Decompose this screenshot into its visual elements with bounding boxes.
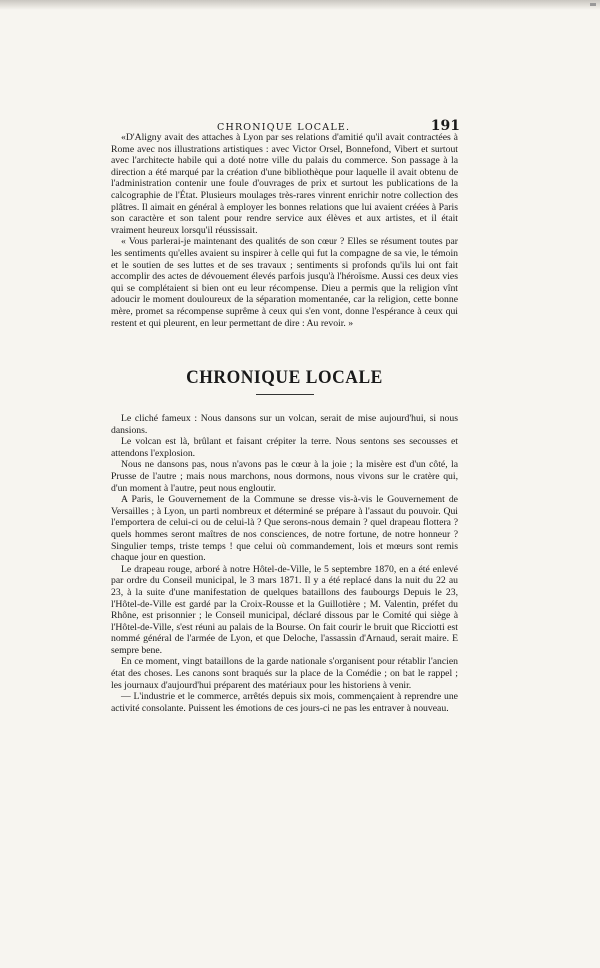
paragraph: Nous ne dansons pas, nous n'avons pas le cœur à la joie ; la misère est d'un côté, la Prusse de l'autre ; mais nous marchons, nous dormons, nous vivons sur le cratère qui, d'un moment à l'autre, peut nous engloutir.	[111, 459, 458, 494]
paragraph: A Paris, le Gouvernement de la Commune se dresse vis-à-vis le Gouvernement de Versailles ; à Lyon, un parti nombreux et déterminé se prépare à l'assaut du pouvoir. Qui l'emportera de celui-ci ou de celui-là ? Que serons-nous demain ? quel drapeau flottera ? quels hommes seront maîtres de nos consciences, de notre fortune, de notre honneur ? Singulier temps, triste temps ! que celui où commandement, lois et mœurs sont remis chaque jour en question.	[111, 494, 458, 564]
page-number: 191	[430, 118, 460, 134]
paragraph: — L'industrie et le commerce, arrêtés depuis six mois, commençaient à reprendre une activité consolante. Puissent les émotions de ces jours-ci ne pas les entraver à nouveau.	[111, 691, 458, 714]
running-title: CHRONIQUE LOCALE.	[217, 122, 351, 133]
chronique-text	[111, 413, 458, 714]
paragraph: Le drapeau rouge, arboré à notre Hôtel-de-Ville, le 5 septembre 1870, en a été enlevé par ordre du Conseil municipal, le 3 mars 1871. Il y a été replacé dans la nuit du 22 au 23, à la suite d'une manifestation de quelques bataillons des faubourgs Depuis le 23, l'Hôtel-de-Ville est gardé par la Croix-Rousse et la Guillotière ; M. Valentin, préfet du Rhône, est prisonnier ; le Conseil municipal, déclaré dissous par le Comité qui siège à l'Hôtel-de-Ville, s'est réuni au palais de la Bourse. On fait courir le bruit que Ricciotti est nommé général de l'armée de Lyon, et que Deloche, l'assassin d'Arnaud, serait maire. E sempre bene.	[111, 563, 458, 656]
paragraph: Le volcan est là, brûlant et faisant crépiter la terre. Nous sentons ses secousses et attendons l'explosion.	[111, 436, 458, 459]
page-edge-stain	[0, 0, 600, 10]
paragraph: En ce moment, vingt bataillons de la garde nationale s'organisent pour rétablir l'ancien état des choses. Les canons sont braqués sur la place de la Comédie ; on bat le rappel ; les journaux d'aujourd'hui préparent des matériaux pour les historiens à venir.	[111, 656, 458, 691]
title-rule	[256, 394, 314, 395]
paragraph: « Vous parlerai-je maintenant des qualités de son cœur ? Elles se résument toutes par les sentiments qu'elles avaient su inspirer à celle qui fut la compagne de sa vie, le témoin et le soutien de ses luttes et de ses travaux ; sentiments si profonds qu'ils lui ont fait accomplir des actes de dévouement élevés parfois jusqu'à l'héroïsme. Aussi ces deux vies qui se complétaient si bien ont eu leur récompense. Dieu a permis que la religion vînt adoucir le moment douloureux de la séparation momentanée, car la religion, cette bonne mère, promet sa récompense suprême à ceux qui s'en vont, donne l'espérance à ceux qui restent et qui pleurent, en leur permettant de dire : Au revoir. »	[111, 236, 458, 329]
margin-mark	[590, 3, 596, 6]
obituary-text	[111, 132, 458, 329]
section-title: CHRONIQUE LOCALE	[186, 367, 383, 388]
paragraph: Le cliché fameux : Nous dansons sur un volcan, serait de mise aujourd'hui, si nous dansions.	[111, 413, 458, 436]
paragraph: «D'Aligny avait des attaches à Lyon par ses relations d'amitié qu'il avait contractées à Rome avec nos illustrations artistiques : avec Victor Orsel, Bonnefond, Vibert et surtout avec l'architecte habile qui a doté notre ville du palais du commerce. Son passage à la direction a été marqué par la création d'une bibliothèque pour laquelle il avait obtenu de l'administration contenir une foule d'ouvrages de prix et surtout les publications de la calcographie de l'État. Plusieurs moulages très-rares vinrent enrichir notre collection des plâtres. Il aimait en général à employer les bonnes relations que lui avaient créées à Paris son caractère et son talent pour rendre service aux élèves et aux artistes, et il était vraiment heureux lorsqu'il réussissait.	[111, 132, 458, 236]
